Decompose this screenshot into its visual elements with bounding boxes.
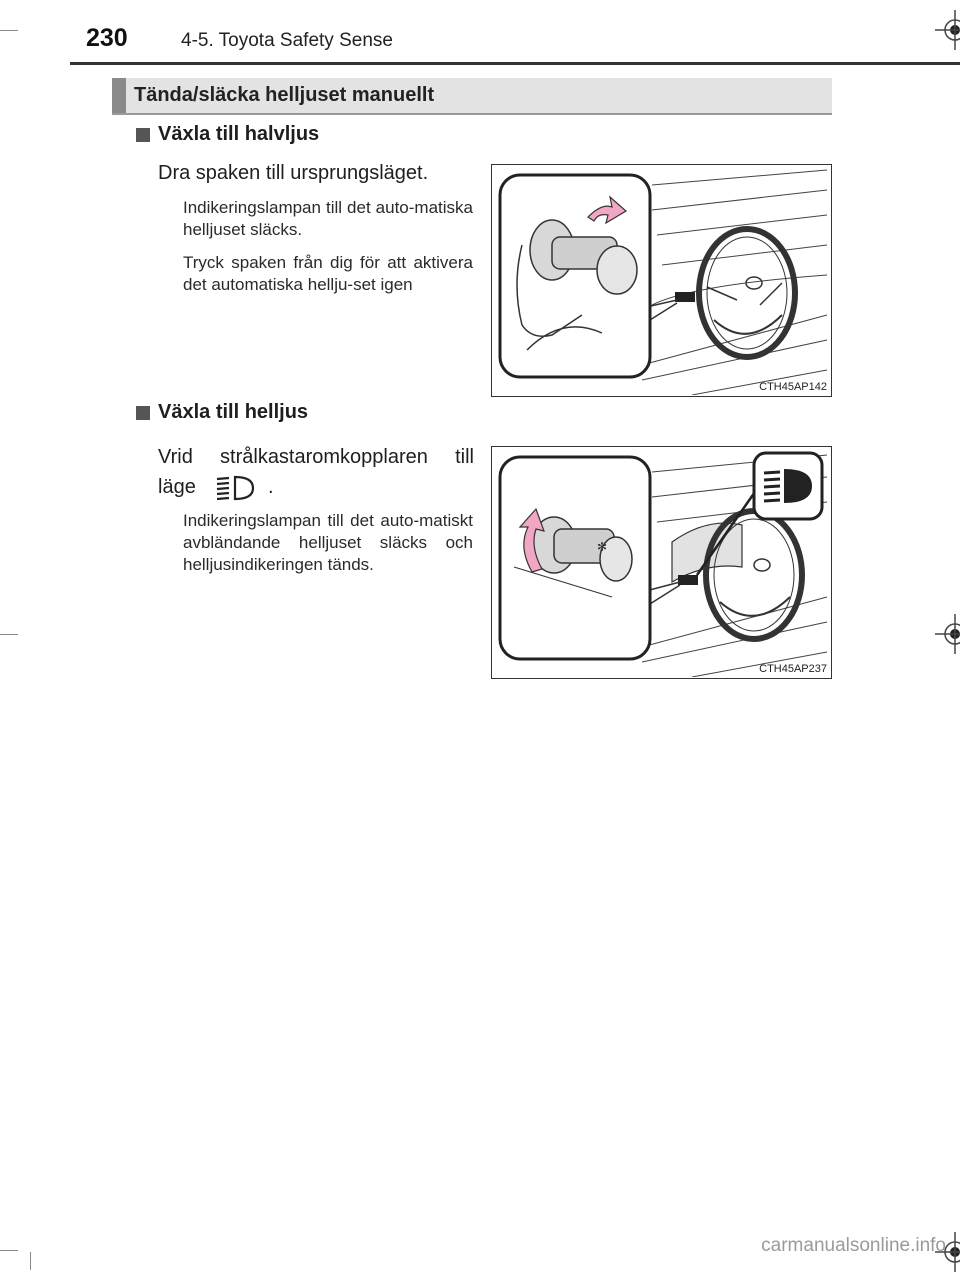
lever-rotate-illustration: [492, 447, 830, 677]
figure-code: CTH45AP237: [759, 663, 827, 675]
bullet-square-icon: [136, 406, 150, 420]
chapter-title: 4-5. Toyota Safety Sense: [181, 30, 393, 51]
crop-mark: [0, 634, 18, 635]
bullet-square-icon: [136, 128, 150, 142]
figure-code: CTH45AP142: [759, 381, 827, 393]
section-title: Tända/släcka helljuset manuellt: [134, 84, 435, 106]
instruction-high-beam-prefix: läge: [158, 476, 196, 498]
header-rule: [70, 62, 960, 65]
instruction-low-beam: Dra spaken till ursprungsläget.: [158, 162, 429, 184]
registration-mark-icon: [935, 10, 960, 50]
steering-wheel-icon: [706, 511, 802, 639]
subheading-low-beam: Växla till halvljus: [158, 123, 320, 145]
figure-low-beam: [491, 164, 832, 397]
registration-mark-icon: [935, 614, 960, 654]
subheading-high-beam: Växla till helljus: [158, 401, 309, 423]
figure-high-beam: [491, 446, 832, 679]
crop-mark: [0, 30, 18, 31]
crop-mark: [0, 1250, 18, 1251]
page-number: 230: [86, 24, 128, 52]
lever-pull-illustration: [492, 165, 830, 395]
high-beam-icon: [213, 474, 259, 502]
instruction-high-beam-suffix: .: [268, 476, 274, 498]
svg-text:✻: ✻: [597, 540, 608, 554]
instruction-high-beam-line1: Vrid strålkastaromkopplaren till: [158, 446, 474, 468]
crop-mark: [30, 1252, 31, 1270]
steering-wheel-icon: [699, 229, 795, 357]
section-rule: [112, 113, 832, 115]
note-low-beam-1: Indikeringslampan till det auto-matiska helljuset släcks.: [183, 198, 473, 239]
watermark: carmanualsonline.info: [761, 1235, 946, 1256]
note-low-beam-2: Tryck spaken från dig för att aktivera det automatiska hellju-set igen: [183, 253, 473, 294]
note-high-beam-1: Indikeringslampan till det auto-matiskt avbländande helljuset släcks och helljusindikeringen tänds.: [183, 511, 473, 574]
